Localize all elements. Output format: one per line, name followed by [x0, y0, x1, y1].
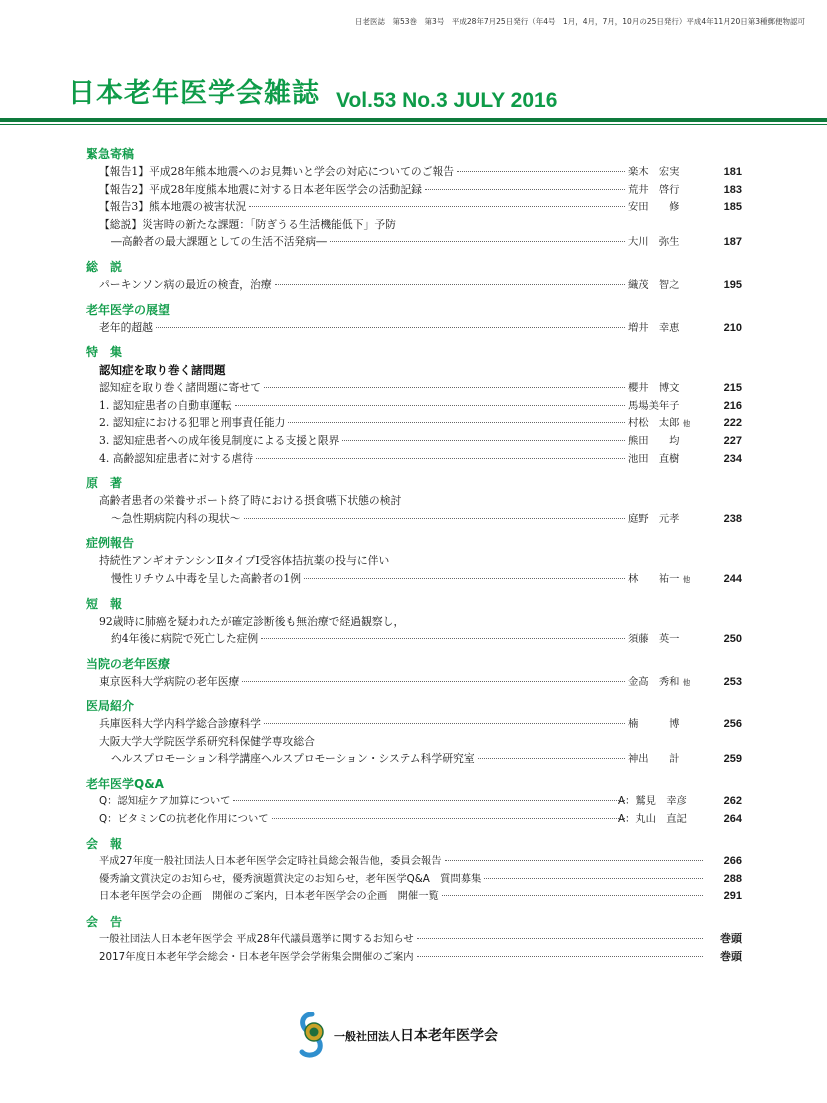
entry-author — [628, 451, 706, 469]
dot-leader — [235, 405, 626, 406]
toc-entry[interactable] — [86, 552, 742, 570]
dot-leader — [445, 860, 703, 861]
toc-entry[interactable] — [86, 613, 742, 631]
society-main-name: 日本老年医学会 — [400, 1028, 498, 1044]
entry-page: 195 — [723, 278, 742, 291]
et-al-marker: 他 — [682, 574, 691, 584]
entry-title: 優秀論文賞決定のお知らせ，優秀演題賞決定のお知らせ，老年医学Q&A 質問募集 — [99, 872, 482, 885]
entry-page: 巻頭 — [720, 950, 742, 963]
toc-section — [86, 698, 742, 768]
toc-entry[interactable] — [86, 630, 742, 648]
author-name: 熊田 均 — [628, 434, 680, 447]
toc-section — [86, 259, 742, 294]
toc-entry[interactable] — [86, 931, 742, 949]
entry-page: 216 — [723, 399, 742, 412]
dot-leader — [275, 284, 625, 285]
entry-page: 227 — [723, 434, 742, 447]
entry-page: 259 — [723, 753, 742, 766]
section-heading: 会 告 — [86, 915, 123, 930]
author-name: 須藤 英一 — [628, 633, 680, 646]
dot-leader — [264, 387, 625, 388]
toc-entry[interactable] — [86, 414, 742, 432]
entry-page: 222 — [723, 417, 742, 430]
entry-title: パーキンソン病の最近の検査，治療 — [99, 277, 272, 291]
toc-entry[interactable] — [86, 181, 742, 199]
author-name: 増井 幸恵 — [628, 321, 680, 334]
society-prefix: 一般社団法人 — [334, 1030, 400, 1043]
dot-leader — [417, 938, 703, 939]
entry-title: 1. 認知症患者の自動車運転 — [99, 398, 232, 412]
dot-leader — [478, 758, 625, 759]
toc-section — [86, 836, 742, 906]
entry-title: 東京医科大学病院の老年医療 — [99, 674, 240, 688]
entry-title: 約4年後に病院で死亡した症例 — [111, 632, 259, 646]
dot-leader — [425, 189, 625, 190]
dot-leader — [417, 956, 703, 957]
section-heading: 緊急寄稿 — [86, 147, 135, 161]
section-heading: 総 説 — [86, 259, 123, 274]
toc-entry[interactable] — [86, 888, 742, 906]
toc-section — [86, 475, 742, 527]
entry-title: 認知症を取り巻く諸問題に寄せて — [99, 381, 261, 395]
toc-entry[interactable] — [86, 492, 742, 510]
dot-leader — [244, 518, 625, 519]
entry-title: 持続性アンギオテンシンⅡタイプⅠ受容体拮抗薬の投与に伴い — [99, 554, 390, 568]
entry-author — [628, 320, 706, 338]
entry-title: 老年的超越 — [99, 320, 153, 334]
entry-author — [628, 380, 706, 398]
entry-page: 234 — [723, 452, 742, 465]
author-name: 安田 修 — [628, 201, 680, 214]
toc-entry[interactable] — [86, 750, 742, 768]
entry-author — [628, 716, 706, 734]
entry-author — [628, 674, 706, 692]
entry-title: 一般社団法人日本老年医学会 平成28年代議員選挙に関するお知らせ — [99, 933, 414, 946]
dot-leader — [272, 818, 625, 819]
entry-title: ―高齢者の最大課題としての生活不活発病― — [111, 235, 327, 249]
toc-entry[interactable] — [86, 570, 742, 588]
entry-page: 256 — [723, 718, 742, 731]
entry-author — [628, 182, 706, 200]
entry-page: 181 — [723, 166, 742, 178]
entry-author — [628, 199, 706, 217]
entry-title: 【総説】災害時の新たな課題：「防ぎうる生活機能低下」予防 — [99, 217, 396, 231]
entry-author — [618, 793, 706, 811]
author-name: A：鷲見 幸彦 — [618, 795, 687, 808]
section-heading: 特 集 — [86, 345, 123, 360]
dot-leader — [249, 206, 625, 207]
entry-title: 大阪大学大学院医学系研究科保健学専攻総合 — [99, 734, 315, 748]
toc-section — [86, 776, 742, 828]
header-rule-thick — [0, 118, 827, 122]
entry-page: 185 — [723, 201, 742, 214]
society-logo-icon — [298, 1012, 326, 1058]
toc-section — [86, 146, 742, 251]
toc-section — [86, 596, 742, 648]
et-al-marker: 他 — [682, 677, 691, 687]
entry-author — [628, 631, 706, 649]
toc-section — [86, 302, 742, 337]
entry-author — [628, 511, 706, 529]
toc-entry[interactable] — [86, 510, 742, 528]
entry-title: ～急性期病院内科の現状～ — [111, 511, 241, 525]
dot-leader — [264, 723, 625, 724]
toc-entry[interactable] — [86, 432, 742, 450]
section-heading: 老年医学Q&A — [86, 777, 164, 792]
dot-leader — [242, 681, 625, 682]
dot-leader — [288, 422, 625, 423]
dot-leader — [342, 440, 625, 441]
toc-entry[interactable] — [86, 793, 742, 811]
entry-title: 兵庫医科大学内科学総合診療科学 — [99, 717, 261, 731]
toc-section — [86, 656, 742, 691]
entry-title: 高齢者患者の栄養サポート終了時における摂食嚥下状態の検討 — [99, 494, 402, 508]
entry-title: 【報告3】熊本地震の被害状況 — [99, 200, 247, 214]
table-of-contents — [86, 146, 742, 974]
et-al-marker: 他 — [682, 419, 691, 429]
entry-author — [628, 415, 706, 433]
section-heading: 老年医学の展望 — [86, 302, 171, 317]
dot-leader — [484, 878, 703, 879]
entry-page: 238 — [723, 512, 742, 525]
toc-entry[interactable] — [86, 450, 742, 468]
author-name: A：丸山 直記 — [618, 812, 687, 825]
author-name: 馬場美年子 — [628, 399, 680, 412]
toc-entry[interactable] — [86, 871, 742, 889]
author-name: 神出 計 — [628, 753, 680, 766]
toc-entry[interactable] — [86, 733, 742, 751]
entry-title: Q：認知症ケア加算について — [99, 795, 231, 808]
entry-page: 183 — [723, 183, 742, 196]
toc-section — [86, 344, 742, 467]
entry-title: Q：ビタミンCの抗老化作用について — [99, 812, 269, 825]
toc-entry[interactable] — [86, 233, 742, 251]
toc-entry[interactable] — [86, 811, 742, 829]
dot-leader — [304, 578, 625, 579]
header-rule-thin — [0, 124, 827, 125]
toc-section — [86, 914, 742, 966]
entry-page: 291 — [723, 890, 742, 903]
entry-page: 210 — [723, 321, 742, 334]
toc-entry[interactable] — [86, 397, 742, 415]
entry-title: 2017年度日本老年学会総会・日本老年医学会学術集会開催のご案内 — [99, 950, 414, 963]
toc-entry[interactable] — [86, 163, 742, 181]
entry-author — [618, 811, 706, 829]
toc-entry[interactable] — [86, 276, 742, 294]
section-heading: 短 報 — [86, 596, 123, 611]
entry-author — [628, 277, 706, 295]
author-name: 庭野 元孝 — [628, 512, 680, 525]
entry-author — [628, 398, 706, 416]
entry-page: 巻頭 — [720, 933, 742, 946]
toc-entry[interactable] — [86, 949, 742, 967]
journal-title: 日本老年医学会雑誌 — [68, 78, 320, 109]
entry-title: 日本老年医学会の企画 開催のご案内，日本老年医学会の企画 開催一覧 — [99, 890, 439, 903]
entry-title: 2. 認知症における犯罪と刑事責任能力 — [99, 416, 286, 430]
entry-title: 4. 高齢認知症患者に対する虐待 — [99, 451, 254, 465]
entry-page: 215 — [723, 382, 742, 395]
toc-entry[interactable] — [86, 673, 742, 691]
entry-page: 187 — [723, 236, 742, 249]
entry-title: 【報告1】平成28年熊本地震へのお見舞いと学会の対応についてのご報告 — [99, 165, 455, 178]
dot-leader — [233, 800, 625, 801]
entry-page: 250 — [723, 633, 742, 646]
entry-page: 262 — [723, 795, 742, 808]
section-heading: 原 著 — [86, 476, 123, 491]
volume-issue: Vol.53 No.3 JULY 2016 — [336, 89, 558, 112]
dot-leader — [156, 327, 625, 328]
author-name: 楽木 宏実 — [628, 166, 680, 178]
entry-title: ヘルスプロモーション科学講座ヘルスプロモーション・システム科学研究室 — [111, 752, 475, 766]
toc-entry[interactable] — [86, 198, 742, 216]
author-name: 織茂 智之 — [628, 278, 680, 291]
dot-leader — [330, 241, 625, 242]
dot-leader — [256, 458, 625, 459]
author-name: 池田 直樹 — [628, 452, 680, 465]
toc-entry[interactable] — [86, 853, 742, 871]
entry-title: 慢性リチウム中毒を呈した高齢者の1例 — [111, 571, 302, 585]
entry-author — [628, 234, 706, 252]
section-heading: 医局紹介 — [86, 699, 135, 714]
society-footer — [298, 1012, 498, 1058]
entry-author — [628, 751, 706, 769]
entry-page: 288 — [723, 872, 742, 885]
society-name — [334, 1025, 498, 1045]
dot-leader — [261, 638, 625, 639]
section-heading: 当院の老年医療 — [86, 656, 171, 671]
author-name: 林 祐一 — [628, 572, 680, 585]
entry-title: 92歳時に肺癌を疑われたが確定診断後も無治療で経過観察し， — [99, 614, 405, 628]
author-name: 金高 秀和 — [628, 675, 680, 688]
author-name: 大川 弥生 — [628, 236, 680, 249]
entry-author — [628, 164, 706, 182]
entry-page: 244 — [723, 572, 742, 585]
toc-entry[interactable] — [86, 319, 742, 337]
toc-section — [86, 535, 742, 587]
section-heading: 症例報告 — [86, 536, 135, 551]
issue-info-line: 日老医誌 第53巻 第3号 平成28年7月25日発行（年4号 1月，4月，7月，10月の25日発行）平成4年11月20日第3種郵便物認可 — [355, 17, 805, 26]
section-heading: 会 報 — [86, 837, 123, 852]
author-name: 櫻井 博文 — [628, 382, 680, 395]
author-name: 荒井 啓行 — [628, 183, 680, 196]
entry-page: 264 — [723, 812, 742, 825]
entry-author — [628, 571, 706, 589]
entry-title: 平成27年度一般社団法人日本老年医学会定時社員総会報告他，委員会報告 — [99, 855, 442, 868]
toc-entry[interactable] — [86, 216, 742, 234]
entry-page: 266 — [723, 855, 742, 868]
entry-title: 【報告2】平成28年度熊本地震に対する日本老年医学会の活動記録 — [99, 182, 422, 196]
toc-entry[interactable] — [86, 715, 742, 733]
dot-leader — [442, 895, 703, 896]
feature-subheading: 認知症を取り巻く諸問題 — [99, 363, 226, 378]
toc-entry[interactable] — [86, 379, 742, 397]
entry-title: 3. 認知症患者への成年後見制度による支援と限界 — [99, 433, 340, 447]
entry-page: 253 — [723, 675, 742, 688]
masthead — [68, 78, 808, 112]
entry-author — [628, 433, 706, 451]
author-name: 楠 博 — [628, 718, 680, 731]
author-name: 村松 太郎 — [628, 417, 680, 430]
dot-leader — [457, 171, 625, 172]
